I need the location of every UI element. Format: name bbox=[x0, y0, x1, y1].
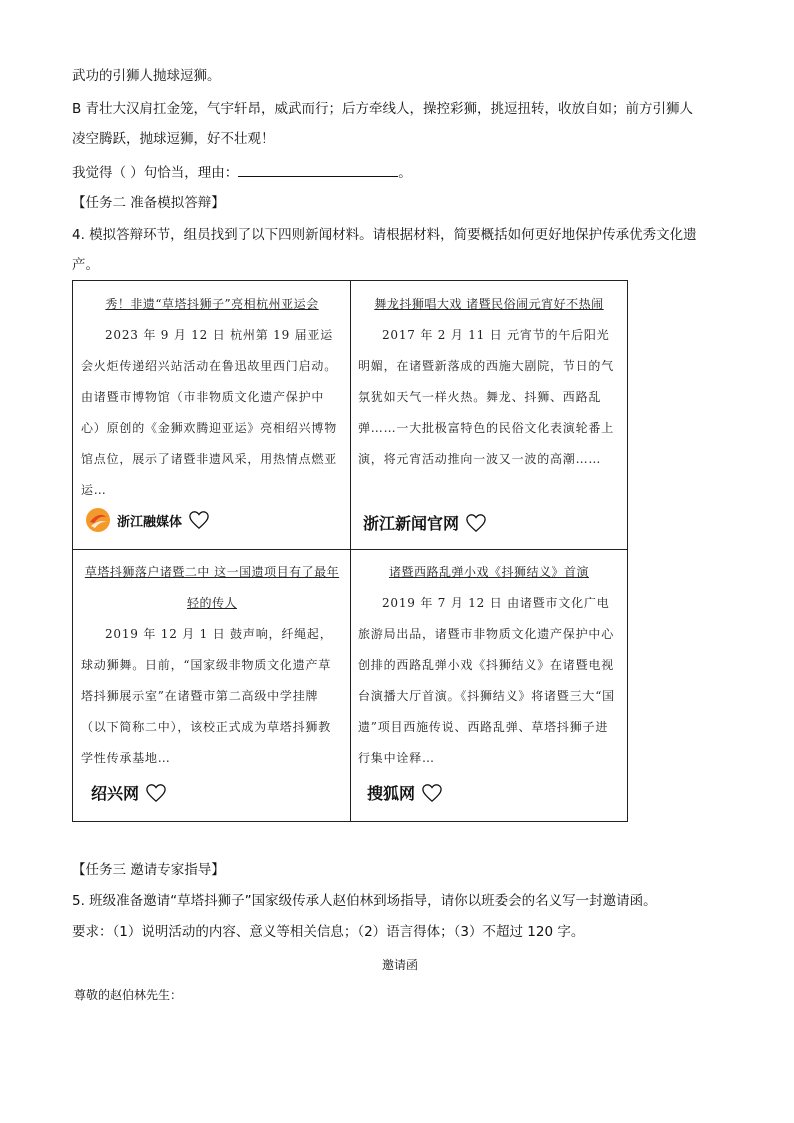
news-source-label: 浙江新闻官网 bbox=[363, 514, 460, 533]
news-body: 2017 年 2 月 11 日 元宵节的午后阳光明媚，在诸暨新落成的西施大剧院，节日的气氛犹如天气一样火热。舞龙、抖狮、西路乱弹……一大批极富特色的民俗文化表演轮番上演，将元宵活动推向一波又一波的高潮…… bbox=[358, 328, 615, 466]
text-line-1: 武功的引狮人抛球逗狮。 bbox=[72, 68, 221, 84]
letter-salutation: 尊敬的赵伯林先生： bbox=[74, 988, 183, 1002]
heart-icon bbox=[188, 510, 210, 530]
heart-icon bbox=[421, 783, 443, 803]
zhejiang-media-logo-icon bbox=[85, 507, 111, 533]
news-grid bbox=[72, 280, 628, 822]
news-title: 诸暨西路乱弹小戏《抖狮结义》首演 bbox=[388, 565, 589, 579]
question-4-line-2: 产。 bbox=[72, 257, 99, 273]
letter-title: 邀请函 bbox=[381, 958, 418, 972]
news-source-3 bbox=[91, 781, 167, 804]
question-5: 5. 班级准备邀请“草塔抖狮子”国家级传承人赵伯林到场指导，请你以班委会的名义写一封邀请函。 bbox=[72, 893, 657, 909]
news-card-4 bbox=[358, 557, 620, 774]
answer-line bbox=[72, 162, 412, 183]
task-two-heading: 【任务二 准备模拟答辩】 bbox=[72, 195, 225, 211]
grid-divider-vertical bbox=[350, 281, 351, 821]
heart-icon bbox=[145, 783, 167, 803]
news-source-label: 浙江融媒体 bbox=[117, 514, 183, 530]
task-three-heading: 【任务三 邀请专家指导】 bbox=[72, 862, 225, 878]
question-4-line-1: 4. 模拟答辩环节，组员找到了以下四则新闻材料。请根据材料，简要概括如何更好地保护传承优秀文化遗 bbox=[72, 227, 697, 243]
requirements: 要求：（1）说明活动的内容、意义等相关信息；（2）语言得体；（3）不超过 120 字。 bbox=[72, 924, 585, 940]
news-card-2 bbox=[358, 289, 620, 475]
news-title: 秀！非遗“草塔抖狮子”亮相杭州亚运会 bbox=[105, 297, 319, 311]
news-source-1 bbox=[85, 507, 210, 533]
news-title: 舞龙抖狮唱大戏 诸暨民俗闹元宵好不热闹 bbox=[374, 297, 604, 311]
text-line-3: 凌空腾跃，抛球逗狮，好不壮观！ bbox=[72, 131, 275, 147]
news-source-label: 搜狐网 bbox=[367, 784, 416, 803]
news-body: 2023 年 9 月 12 日 杭州第 19 届亚运会火炬传递绍兴站活动在鲁迅故里西门启动。由诸暨市博物馆（市非物质文化遗产保护中心）原创的《金狮欢腾迎亚运》亮相绍兴博物馆点位，展示了诸暨非遗风采，用热情点燃亚运… bbox=[81, 328, 338, 497]
news-source-label: 绍兴网 bbox=[91, 784, 140, 803]
news-body: 2019 年 12 月 1 日 鼓声响，纤绳起，球动狮舞。日前，“国家级非物质文化遗产草塔抖狮展示室”在诸暨市第二高级中学挂牌（以下简称二中），该校正式成为草塔抖狮教学性传承基地… bbox=[81, 627, 333, 765]
news-source-4 bbox=[367, 781, 443, 804]
news-body: 2019 年 7 月 12 日 由诸暨市文化广电旅游局出品，诸暨市非物质文化遗产保护中心创排的西路乱弹小戏《抖狮结义》在诸暨电视台演播大厅首演。《抖狮结义》将诸暨三大“国遗”项目西施传说、西路乱弹、草塔抖狮子进行集中诠释… bbox=[358, 596, 615, 765]
news-card-3 bbox=[81, 557, 343, 774]
grid-divider-horizontal bbox=[73, 549, 627, 550]
answer-end: 。 bbox=[398, 165, 412, 181]
heart-icon bbox=[465, 513, 487, 533]
text-line-2: B 青壮大汉肩扛金笼，气宇轩昂，威武而行；后方牵线人，操控彩狮，挑逗扭转，收放自如；前方引狮人 bbox=[72, 101, 694, 117]
news-source-2 bbox=[363, 511, 487, 534]
answer-blank[interactable] bbox=[238, 162, 398, 177]
answer-prompt: 我觉得（ ）句恰当，理由： bbox=[72, 165, 239, 181]
news-card-1 bbox=[81, 289, 343, 506]
news-title: 草塔抖狮落户诸暨二中 这一国遗项目有了最年轻的传人 bbox=[84, 565, 340, 610]
